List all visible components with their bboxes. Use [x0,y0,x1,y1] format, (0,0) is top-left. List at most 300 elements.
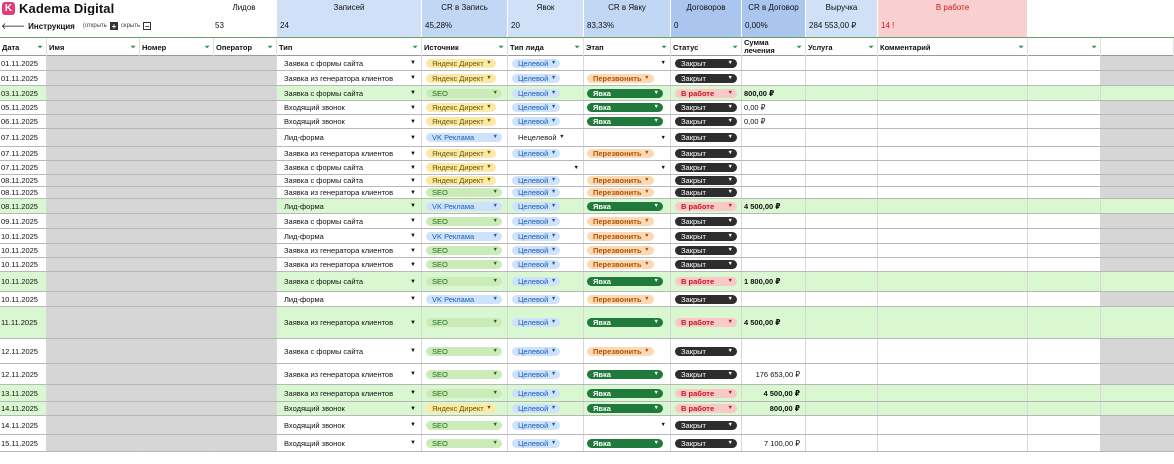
type-cell[interactable] [277,86,422,100]
date-cell[interactable]: 12.11.2025 [0,339,47,363]
status-cell[interactable] [671,175,742,186]
table-row[interactable] [0,71,1174,86]
number-cell[interactable] [140,258,214,271]
extra-cell-2[interactable] [1101,258,1174,271]
extra-cell[interactable] [1028,339,1101,363]
number-cell[interactable] [140,307,214,338]
status-chip[interactable] [675,232,737,241]
name-cell[interactable] [47,101,140,114]
table-row[interactable] [0,115,1174,129]
filter-icon[interactable]: ⏷ [267,44,273,51]
status-chip[interactable] [675,295,737,304]
lead-type-chip[interactable] [512,347,560,356]
name-cell[interactable] [47,129,140,146]
date-cell[interactable]: 08.11.2025 [0,175,47,186]
dropdown-arrow-icon[interactable]: ▼ [573,164,579,171]
lead-type-chip[interactable] [512,246,560,255]
sum-cell[interactable] [742,258,806,271]
service-cell[interactable] [806,214,878,228]
operator-cell[interactable] [214,385,277,401]
dropdown-arrow-icon[interactable]: ▼ [660,164,666,171]
expand-plus-icon[interactable]: + [111,22,117,31]
status-chip[interactable] [675,439,737,448]
status-cell[interactable] [671,272,742,291]
name-cell[interactable] [47,56,140,70]
extra-cell[interactable] [1028,229,1101,243]
status-chip[interactable] [675,246,737,255]
col-service[interactable] [806,38,878,56]
table-row[interactable] [0,339,1174,364]
source-chip[interactable] [426,439,502,448]
source-chip[interactable] [426,202,502,211]
number-cell[interactable] [140,101,214,114]
source-chip[interactable] [426,421,502,430]
table-row[interactable] [0,175,1174,187]
stage-chip[interactable] [587,103,663,112]
name-cell[interactable] [47,214,140,228]
service-cell[interactable] [806,161,878,174]
table-row[interactable] [0,187,1174,199]
number-cell[interactable] [140,161,214,174]
status-chip[interactable] [675,217,737,226]
filter-icon[interactable]: ⏷ [868,44,874,51]
stage-chip[interactable] [587,188,654,197]
comment-cell[interactable] [878,175,1028,186]
stage-cell[interactable] [584,435,671,451]
lead-type-cell[interactable] [508,175,584,186]
table-row[interactable] [0,416,1174,435]
sum-cell[interactable]: 4 500,00 ₽ [742,307,806,338]
status-cell[interactable] [671,214,742,228]
comment-cell[interactable] [878,272,1028,291]
status-chip[interactable] [675,389,737,398]
service-cell[interactable] [806,175,878,186]
table-row[interactable] [0,292,1174,307]
extra-cell-2[interactable] [1101,175,1174,186]
name-cell[interactable] [47,115,140,128]
status-cell[interactable] [671,229,742,243]
sum-cell[interactable]: 0,00 ₽ [742,115,806,128]
source-cell[interactable] [422,101,508,114]
number-cell[interactable] [140,402,214,415]
date-cell[interactable]: 07.11.2025 [0,161,47,174]
number-cell[interactable] [140,229,214,243]
operator-cell[interactable] [214,364,277,384]
date-cell[interactable]: 10.11.2025 [0,292,47,306]
date-cell[interactable]: 15.11.2025 [0,435,47,451]
service-cell[interactable] [806,435,878,451]
name-cell[interactable] [47,292,140,306]
name-cell[interactable] [47,258,140,271]
extra-cell-2[interactable] [1101,229,1174,243]
sum-cell[interactable] [742,416,806,434]
type-cell[interactable] [277,101,422,114]
source-cell[interactable] [422,435,508,451]
service-cell[interactable] [806,364,878,384]
number-cell[interactable] [140,115,214,128]
date-cell[interactable]: 05.11.2025 [0,101,47,114]
source-cell[interactable] [422,199,508,213]
stage-cell[interactable] [584,364,671,384]
type-cell[interactable] [277,214,422,228]
extra-cell[interactable] [1028,272,1101,291]
extra-cell[interactable] [1028,307,1101,338]
col-operator[interactable] [214,38,277,56]
type-cell[interactable] [277,56,422,70]
service-cell[interactable] [806,385,878,401]
stage-cell[interactable] [584,339,671,363]
stage-chip[interactable] [587,439,663,448]
status-cell[interactable] [671,416,742,434]
date-cell[interactable]: 03.11.2025 [0,86,47,100]
sum-cell[interactable] [742,214,806,228]
lead-type-chip[interactable] [512,74,560,83]
comment-cell[interactable] [878,161,1028,174]
lead-type-cell[interactable] [508,129,584,146]
service-cell[interactable] [806,86,878,100]
source-chip[interactable] [426,277,502,286]
type-cell[interactable] [277,129,422,146]
number-cell[interactable] [140,244,214,257]
stage-chip[interactable] [587,347,654,356]
extra-cell[interactable] [1028,244,1101,257]
comment-cell[interactable] [878,244,1028,257]
status-cell[interactable] [671,435,742,451]
extra-cell[interactable] [1028,214,1101,228]
operator-cell[interactable] [214,86,277,100]
stage-cell[interactable] [584,147,671,160]
col-stage[interactable] [584,38,671,56]
date-cell[interactable]: 10.11.2025 [0,244,47,257]
stage-chip[interactable] [587,318,663,327]
lead-type-cell[interactable] [508,402,584,415]
lead-type-chip[interactable] [512,232,560,241]
comment-cell[interactable] [878,115,1028,128]
type-cell[interactable] [277,435,422,451]
extra-cell-2[interactable] [1101,416,1174,434]
extra-cell-2[interactable] [1101,292,1174,306]
extra-cell[interactable] [1028,86,1101,100]
number-cell[interactable] [140,56,214,70]
source-chip[interactable] [426,404,496,413]
stage-chip[interactable] [587,370,663,379]
service-cell[interactable] [806,402,878,415]
source-cell[interactable] [422,272,508,291]
number-cell[interactable] [140,272,214,291]
lead-type-cell[interactable] [508,115,584,128]
lead-type-cell[interactable] [508,101,584,114]
operator-cell[interactable] [214,187,277,198]
status-cell[interactable] [671,115,742,128]
stage-cell[interactable] [584,129,671,146]
status-cell[interactable] [671,187,742,198]
status-chip[interactable] [675,188,737,197]
operator-cell[interactable] [214,161,277,174]
date-cell[interactable]: 14.11.2025 [0,416,47,434]
source-cell[interactable] [422,339,508,363]
lead-type-cell[interactable] [508,199,584,213]
stage-chip[interactable] [587,202,663,211]
table-row[interactable] [0,129,1174,147]
sum-cell[interactable] [742,187,806,198]
lead-type-chip[interactable] [512,439,560,448]
stage-chip[interactable] [587,149,654,158]
operator-cell[interactable] [214,115,277,128]
name-cell[interactable] [47,187,140,198]
status-chip[interactable] [675,163,737,172]
sum-cell[interactable]: 176 653,00 ₽ [742,364,806,384]
type-cell[interactable] [277,147,422,160]
service-cell[interactable] [806,416,878,434]
extra-cell-2[interactable] [1101,244,1174,257]
sum-cell[interactable]: 800,00 ₽ [742,86,806,100]
date-cell[interactable]: 01.11.2025 [0,56,47,70]
extra-cell[interactable] [1028,435,1101,451]
col-sum[interactable] [742,38,806,56]
lead-type-chip[interactable] [512,59,560,68]
operator-cell[interactable] [214,402,277,415]
extra-cell[interactable] [1028,71,1101,85]
table-row[interactable] [0,214,1174,229]
stage-cell[interactable] [584,175,671,186]
service-cell[interactable] [806,129,878,146]
collapse-minus-icon[interactable]: − [144,22,150,31]
source-cell[interactable] [422,161,508,174]
extra-cell[interactable] [1028,187,1101,198]
status-chip[interactable] [675,370,737,379]
stage-cell[interactable] [584,244,671,257]
type-cell[interactable] [277,244,422,257]
sum-cell[interactable] [742,175,806,186]
number-cell[interactable] [140,147,214,160]
sum-cell[interactable]: 1 800,00 ₽ [742,272,806,291]
status-chip[interactable] [675,421,737,430]
lead-type-chip[interactable] [512,421,560,430]
type-cell[interactable] [277,385,422,401]
source-cell[interactable] [422,292,508,306]
source-chip[interactable] [426,389,502,398]
source-cell[interactable] [422,416,508,434]
service-cell[interactable] [806,307,878,338]
lead-type-cell[interactable] [508,385,584,401]
source-chip[interactable] [426,188,502,197]
filter-icon[interactable]: ⏷ [412,44,418,51]
extra-cell[interactable] [1028,416,1101,434]
stage-cell[interactable] [584,229,671,243]
name-cell[interactable] [47,385,140,401]
stage-cell[interactable] [584,385,671,401]
stage-cell[interactable] [584,86,671,100]
extra-cell[interactable] [1028,364,1101,384]
table-row[interactable] [0,161,1174,175]
operator-cell[interactable] [214,229,277,243]
service-cell[interactable] [806,272,878,291]
service-cell[interactable] [806,199,878,213]
operator-cell[interactable] [214,175,277,186]
status-chip[interactable] [675,347,737,356]
type-cell[interactable] [277,292,422,306]
stage-cell[interactable] [584,56,671,70]
dropdown-arrow-icon[interactable]: ▼ [660,134,666,141]
filter-icon[interactable]: ⏷ [796,44,802,51]
filter-icon[interactable]: ⏷ [732,44,738,51]
number-cell[interactable] [140,435,214,451]
stage-chip[interactable] [587,232,654,241]
type-cell[interactable] [277,339,422,363]
source-chip[interactable] [426,117,496,126]
stage-chip[interactable] [587,295,654,304]
extra-cell[interactable] [1028,199,1101,213]
source-cell[interactable] [422,115,508,128]
status-cell[interactable] [671,364,742,384]
col-extra-2[interactable] [1101,38,1174,56]
name-cell[interactable] [47,244,140,257]
lead-type-cell[interactable] [508,229,584,243]
service-cell[interactable] [806,71,878,85]
extra-cell[interactable] [1028,258,1101,271]
date-cell[interactable]: 11.11.2025 [0,307,47,338]
extra-cell-2[interactable] [1101,435,1174,451]
type-cell[interactable] [277,272,422,291]
lead-type-chip[interactable] [512,89,560,98]
lead-type-chip[interactable] [512,176,560,185]
status-chip[interactable] [675,318,737,327]
date-cell[interactable]: 10.11.2025 [0,258,47,271]
comment-cell[interactable] [878,71,1028,85]
extra-cell-2[interactable] [1101,199,1174,213]
status-cell[interactable] [671,385,742,401]
stage-chip[interactable] [587,246,654,255]
operator-cell[interactable] [214,101,277,114]
source-chip[interactable] [426,295,502,304]
sum-cell[interactable]: 4 500,00 ₽ [742,199,806,213]
status-chip[interactable] [675,260,737,269]
filter-icon[interactable]: ⏷ [130,44,136,51]
lead-type-cell[interactable] [508,435,584,451]
service-cell[interactable] [806,339,878,363]
lead-type-cell[interactable] [508,364,584,384]
lead-type-cell[interactable] [508,187,584,198]
status-cell[interactable] [671,307,742,338]
extra-cell-2[interactable] [1101,161,1174,174]
operator-cell[interactable] [214,272,277,291]
date-cell[interactable]: 09.11.2025 [0,214,47,228]
lead-type-cell[interactable] [508,272,584,291]
filter-icon[interactable]: ⏷ [498,44,504,51]
col-number[interactable] [140,38,214,56]
source-cell[interactable] [422,307,508,338]
number-cell[interactable] [140,364,214,384]
lead-type-chip[interactable] [512,188,560,197]
sum-cell[interactable] [742,292,806,306]
date-cell[interactable]: 01.11.2025 [0,71,47,85]
source-cell[interactable] [422,229,508,243]
source-cell[interactable] [422,402,508,415]
operator-cell[interactable] [214,258,277,271]
stage-cell[interactable] [584,402,671,415]
lead-type-chip[interactable] [512,133,569,142]
service-cell[interactable] [806,56,878,70]
table-row[interactable] [0,435,1174,452]
extra-cell-2[interactable] [1101,147,1174,160]
number-cell[interactable] [140,187,214,198]
comment-cell[interactable] [878,258,1028,271]
name-cell[interactable] [47,199,140,213]
extra-cell[interactable] [1028,402,1101,415]
name-cell[interactable] [47,175,140,186]
operator-cell[interactable] [214,307,277,338]
table-row[interactable] [0,402,1174,416]
sum-cell[interactable]: 800,00 ₽ [742,402,806,415]
lead-type-chip[interactable] [512,202,560,211]
instruction-toggle[interactable] [0,15,233,37]
filter-icon[interactable]: ⏷ [1091,44,1097,51]
source-cell[interactable] [422,147,508,160]
source-cell[interactable] [422,364,508,384]
type-cell[interactable] [277,402,422,415]
operator-cell[interactable] [214,199,277,213]
lead-type-chip[interactable] [512,404,560,413]
extra-cell[interactable] [1028,385,1101,401]
sum-cell[interactable] [742,339,806,363]
number-cell[interactable] [140,416,214,434]
lead-type-chip[interactable] [512,149,560,158]
comment-cell[interactable] [878,214,1028,228]
date-cell[interactable]: 07.11.2025 [0,129,47,146]
source-chip[interactable] [426,217,502,226]
col-lead-type[interactable] [508,38,584,56]
sum-cell[interactable] [742,229,806,243]
comment-cell[interactable] [878,56,1028,70]
name-cell[interactable] [47,161,140,174]
extra-cell[interactable] [1028,175,1101,186]
status-chip[interactable] [675,149,737,158]
source-cell[interactable] [422,187,508,198]
table-row[interactable] [0,364,1174,385]
status-cell[interactable] [671,402,742,415]
number-cell[interactable] [140,199,214,213]
lead-type-cell[interactable] [508,214,584,228]
lead-type-cell[interactable] [508,56,584,70]
number-cell[interactable] [140,339,214,363]
status-cell[interactable] [671,129,742,146]
date-cell[interactable]: 07.11.2025 [0,147,47,160]
stage-cell[interactable] [584,258,671,271]
extra-cell-2[interactable] [1101,214,1174,228]
stage-chip[interactable] [587,117,663,126]
name-cell[interactable] [47,364,140,384]
extra-cell-2[interactable] [1101,129,1174,146]
operator-cell[interactable] [214,435,277,451]
sum-cell[interactable] [742,71,806,85]
extra-cell-2[interactable] [1101,364,1174,384]
table-row[interactable] [0,244,1174,258]
stage-cell[interactable] [584,199,671,213]
lead-type-chip[interactable] [512,117,560,126]
col-date[interactable] [0,38,47,56]
lead-type-chip[interactable] [512,295,560,304]
type-cell[interactable] [277,258,422,271]
operator-cell[interactable] [214,129,277,146]
table-row[interactable] [0,272,1174,292]
date-cell[interactable]: 10.11.2025 [0,272,47,291]
name-cell[interactable] [47,339,140,363]
comment-cell[interactable] [878,292,1028,306]
service-cell[interactable] [806,244,878,257]
lead-type-chip[interactable] [512,260,560,269]
operator-cell[interactable] [214,292,277,306]
status-chip[interactable] [675,89,737,98]
